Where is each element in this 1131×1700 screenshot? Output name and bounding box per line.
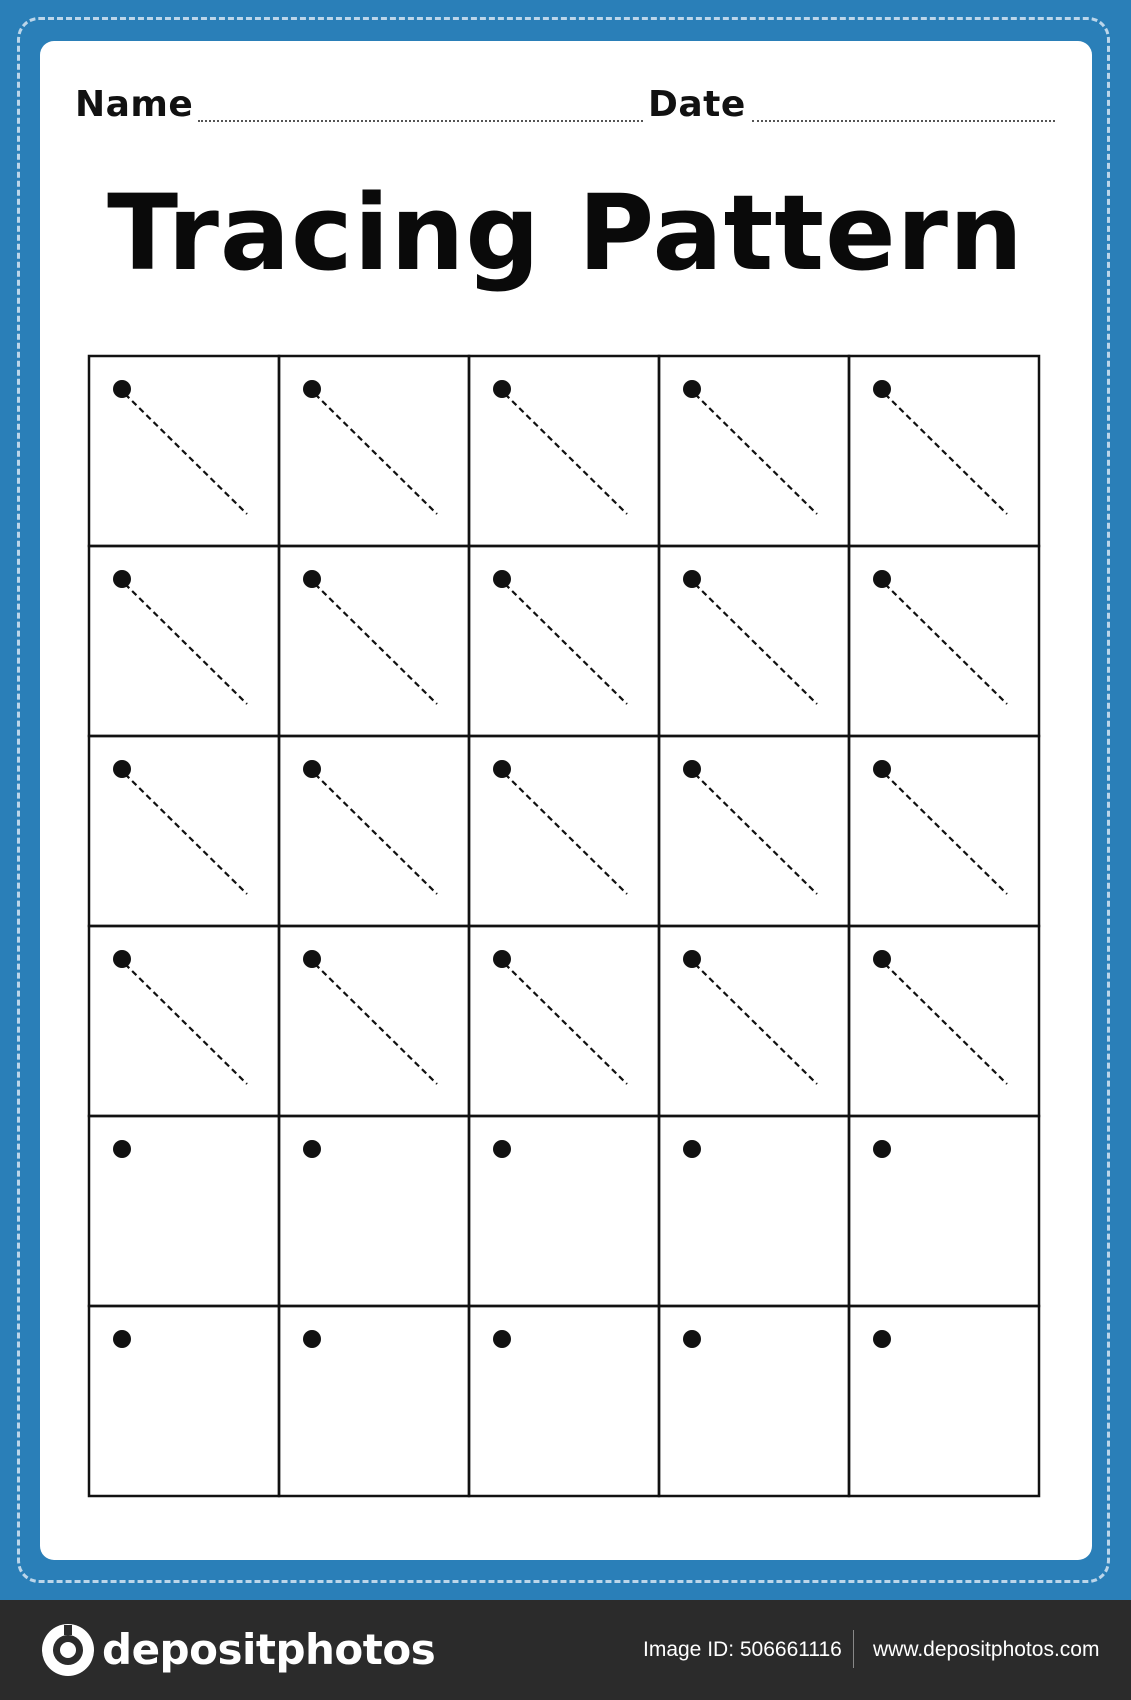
start-dot (493, 380, 511, 398)
start-dot (683, 380, 701, 398)
site-url-link[interactable]: www.depositphotos.com (873, 1638, 1100, 1661)
tracing-dashed-line (315, 394, 437, 514)
start-dot (113, 570, 131, 588)
start-dot (113, 760, 131, 778)
tracing-dashed-line (505, 964, 627, 1084)
tracing-dashed-line (885, 394, 1007, 514)
start-dot (493, 760, 511, 778)
tracing-dashed-line (505, 774, 627, 894)
tracing-dashed-line (315, 584, 437, 704)
start-dot (303, 950, 321, 968)
start-dot (113, 950, 131, 968)
tracing-dashed-line (315, 774, 437, 894)
name-label: Name (75, 84, 194, 125)
start-dot (873, 760, 891, 778)
start-dot (303, 760, 321, 778)
start-dot (113, 380, 131, 398)
tracing-dashed-line (315, 964, 437, 1084)
tracing-dashed-line (125, 964, 247, 1084)
footer-divider (853, 1630, 854, 1668)
tracing-dashed-line (885, 584, 1007, 704)
start-dot (873, 1330, 891, 1348)
start-dot (683, 1330, 701, 1348)
tracing-dashed-line (505, 584, 627, 704)
tracing-dashed-line (695, 964, 817, 1084)
start-dot (493, 950, 511, 968)
start-dot (493, 1140, 511, 1158)
start-dot (683, 570, 701, 588)
start-dot (303, 380, 321, 398)
start-dot (873, 380, 891, 398)
start-dot (873, 1140, 891, 1158)
start-dot (683, 760, 701, 778)
tracing-dashed-line (885, 964, 1007, 1084)
start-dot (303, 570, 321, 588)
tracing-dashed-line (125, 584, 247, 704)
tracing-dashed-line (505, 394, 627, 514)
start-dot (493, 1330, 511, 1348)
start-dot (303, 1330, 321, 1348)
tracing-dashed-line (695, 774, 817, 894)
tracing-dashed-line (125, 394, 247, 514)
page-title: Tracing Pattern (107, 172, 1024, 294)
brand-name: depositphotos (102, 1625, 436, 1674)
start-dot (113, 1330, 131, 1348)
start-dot (873, 950, 891, 968)
start-dot (683, 950, 701, 968)
start-dot (303, 1140, 321, 1158)
start-dot (493, 570, 511, 588)
start-dot (113, 1140, 131, 1158)
date-label: Date (648, 84, 746, 125)
tracing-dashed-line (695, 394, 817, 514)
image-id-text: Image ID: 506661116 (643, 1638, 842, 1661)
start-dot (683, 1140, 701, 1158)
tracing-dashed-line (885, 774, 1007, 894)
tracing-dashed-line (695, 584, 817, 704)
depositphotos-logo-icon (40, 1622, 96, 1678)
tracing-dashed-line (125, 774, 247, 894)
start-dot (873, 570, 891, 588)
